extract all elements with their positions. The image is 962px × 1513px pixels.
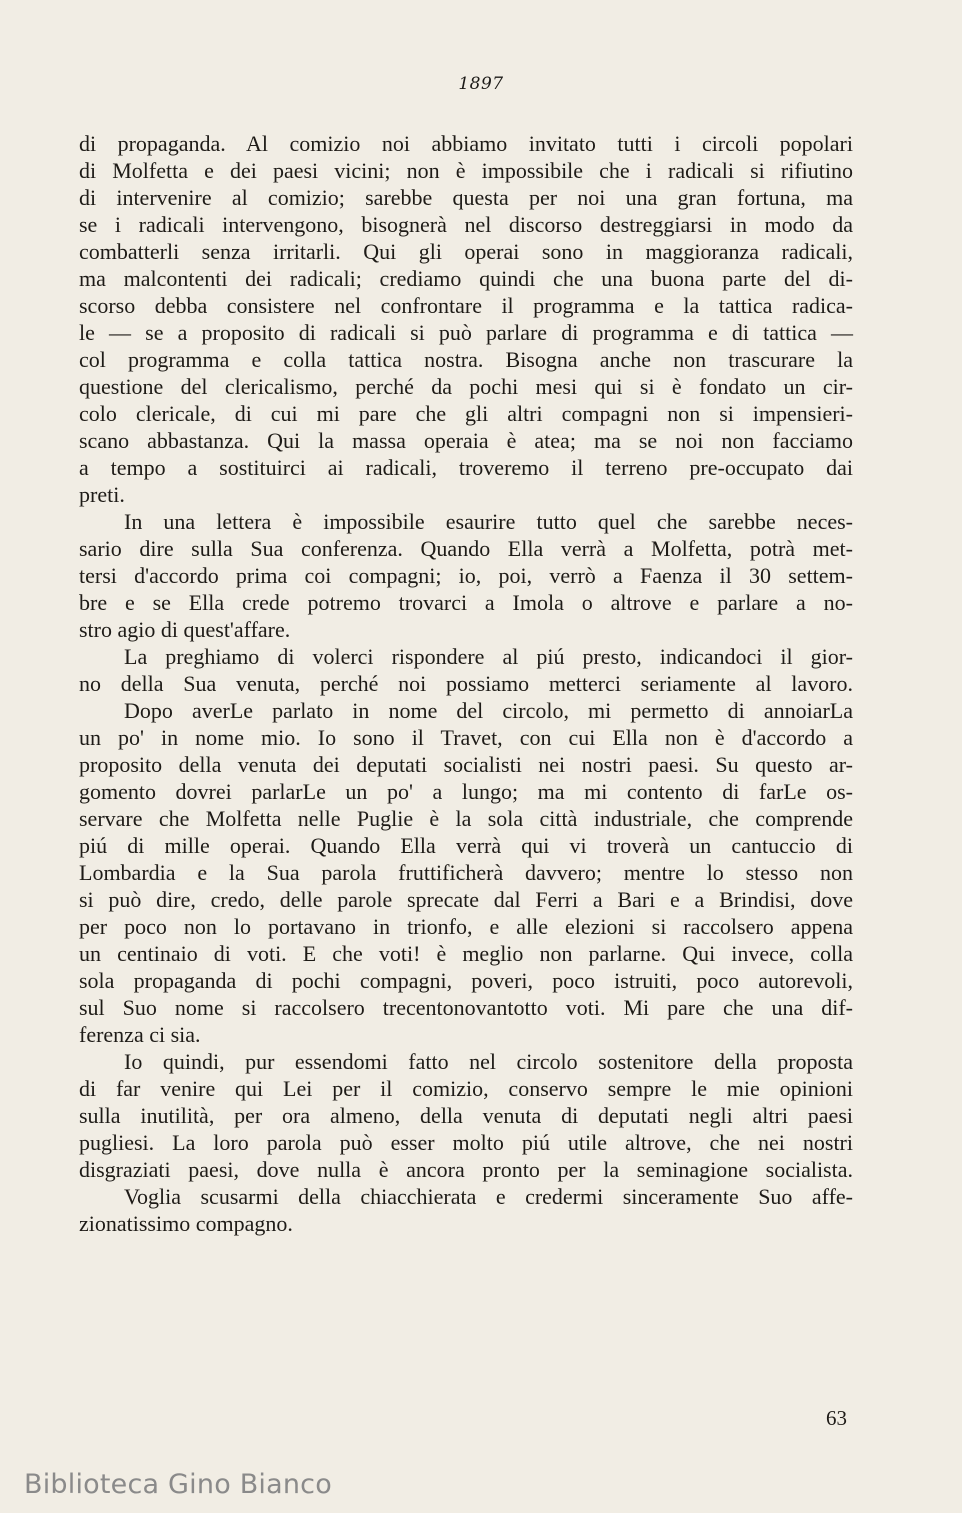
text-line: questione del clericalismo, perché da pochi mesi qui si è fondato un cir- bbox=[79, 374, 853, 399]
text-line: ma malcontenti dei radicali; crediamo quindi che una buona parte del di- bbox=[79, 266, 853, 291]
paragraph bbox=[79, 1048, 853, 1183]
text-line: le — se a proposito di radicali si può parlare di programma e di tattica — bbox=[79, 320, 853, 345]
text-line: proposito della venuta dei deputati socialisti nei nostri paesi. Su questo ar- bbox=[79, 752, 853, 777]
text-line: sola propaganda di pochi compagni, poveri, poco istruiti, poco autorevoli, bbox=[79, 968, 853, 993]
library-watermark: Biblioteca Gino Bianco bbox=[24, 1469, 332, 1500]
text-line: zionatissimo compagno. bbox=[79, 1211, 293, 1236]
text-line: stro agio di quest'affare. bbox=[79, 617, 291, 642]
text-line: sario dire sulla Sua conferenza. Quando Ella verrà a Molfetta, potrà met- bbox=[79, 536, 853, 561]
text-line: gomento dovrei parlarLe un po' a lungo; ma mi contento di farLe os- bbox=[79, 779, 853, 804]
text-line: combatterli senza irritarli. Qui gli operai sono in maggioranza radicali, bbox=[79, 239, 853, 264]
paragraph bbox=[79, 1183, 853, 1237]
text-line: Io quindi, pur essendomi fatto nel circolo sostenitore della proposta bbox=[124, 1049, 853, 1074]
text-line: disgraziati paesi, dove nulla è ancora pronto per la seminagione socialista. bbox=[79, 1157, 853, 1182]
text-line: scano abbastanza. Qui la massa operaia è atea; ma se noi non facciamo bbox=[79, 428, 853, 453]
text-line: pugliesi. La loro parola può esser molto piú utile altrove, che nei nostri bbox=[79, 1130, 853, 1155]
text-line: scorso debba consistere nel confrontare il programma e la tattica radica- bbox=[79, 293, 853, 318]
paragraph bbox=[79, 130, 853, 508]
text-line: di intervenire al comizio; sarebbe questa per noi una gran fortuna, ma bbox=[79, 185, 853, 210]
text-line: bre e se Ella crede potremo trovarci a Imola o altrove e parlare a no- bbox=[79, 590, 853, 615]
paragraph bbox=[79, 643, 853, 697]
text-line: Voglia scusarmi della chiacchierata e credermi sinceramente Suo affe- bbox=[124, 1184, 853, 1209]
text-line: In una lettera è impossibile esaurire tutto quel che sarebbe neces- bbox=[124, 509, 853, 534]
text-line: Lombardia e la Sua parola fruttificherà davvero; mentre lo stesso non bbox=[79, 860, 853, 885]
text-line: per poco non lo portavano in trionfo, e alle elezioni si raccolsero appena bbox=[79, 914, 853, 939]
text-line: piú di mille operai. Quando Ella verrà qui vi troverà un cantuccio di bbox=[79, 833, 853, 858]
text-line: tersi d'accordo prima coi compagni; io, poi, verrò a Faenza il 30 settem- bbox=[79, 563, 853, 588]
text-line: ferenza ci sia. bbox=[79, 1022, 201, 1047]
text-line: un centinaio di voti. E che voti! è meglio non parlarne. Qui invece, colla bbox=[79, 941, 853, 966]
text-line: di Molfetta e dei paesi vicini; non è impossibile che i radicali si rifiutino bbox=[79, 158, 853, 183]
text-line: si può dire, credo, delle parole sprecate dal Ferri a Bari e a Brindisi, dove bbox=[79, 887, 853, 912]
text-line: no della Sua venuta, perché noi possiamo metterci seriamente al lavoro. bbox=[79, 671, 853, 696]
text-line: se i radicali intervengono, bisognerà nel discorso destreggiarsi in modo da bbox=[79, 212, 853, 237]
text-line: sulla inutilità, per ora almeno, della venuta di deputati negli altri paesi bbox=[79, 1103, 853, 1128]
text-line: col programma e colla tattica nostra. Bisogna anche non trascurare la bbox=[79, 347, 853, 372]
text-line: colo clericale, di cui mi pare che gli altri compagni non si impensieri- bbox=[79, 401, 853, 426]
letter-body bbox=[79, 130, 853, 1237]
text-line: un po' in nome mio. Io sono il Travet, con cui Ella non è d'accordo a bbox=[79, 725, 853, 750]
text-line: a tempo a sostituirci ai radicali, troveremo il terreno pre-occupato dai bbox=[79, 455, 853, 480]
text-line: di far venire qui Lei per il comizio, conservo sempre le mie opinioni bbox=[79, 1076, 853, 1101]
text-line: preti. bbox=[79, 482, 125, 507]
text-line: di propaganda. Al comizio noi abbiamo invitato tutti i circoli popolari bbox=[79, 131, 853, 156]
text-line: La preghiamo di volerci rispondere al piú presto, indicandoci il gior- bbox=[124, 644, 853, 669]
text-line: sul Suo nome si raccolsero trecentonovantotto voti. Mi pare che una dif- bbox=[79, 995, 853, 1020]
text-line: Dopo averLe parlato in nome del circolo, mi permetto di annoiarLa bbox=[124, 698, 853, 723]
paragraph bbox=[79, 697, 853, 1048]
paragraph bbox=[79, 508, 853, 643]
page-number: 63 bbox=[826, 1406, 847, 1430]
running-head-year: 1897 bbox=[458, 74, 504, 94]
text-line: servare che Molfetta nelle Puglie è la sola città industriale, che comprende bbox=[79, 806, 853, 831]
